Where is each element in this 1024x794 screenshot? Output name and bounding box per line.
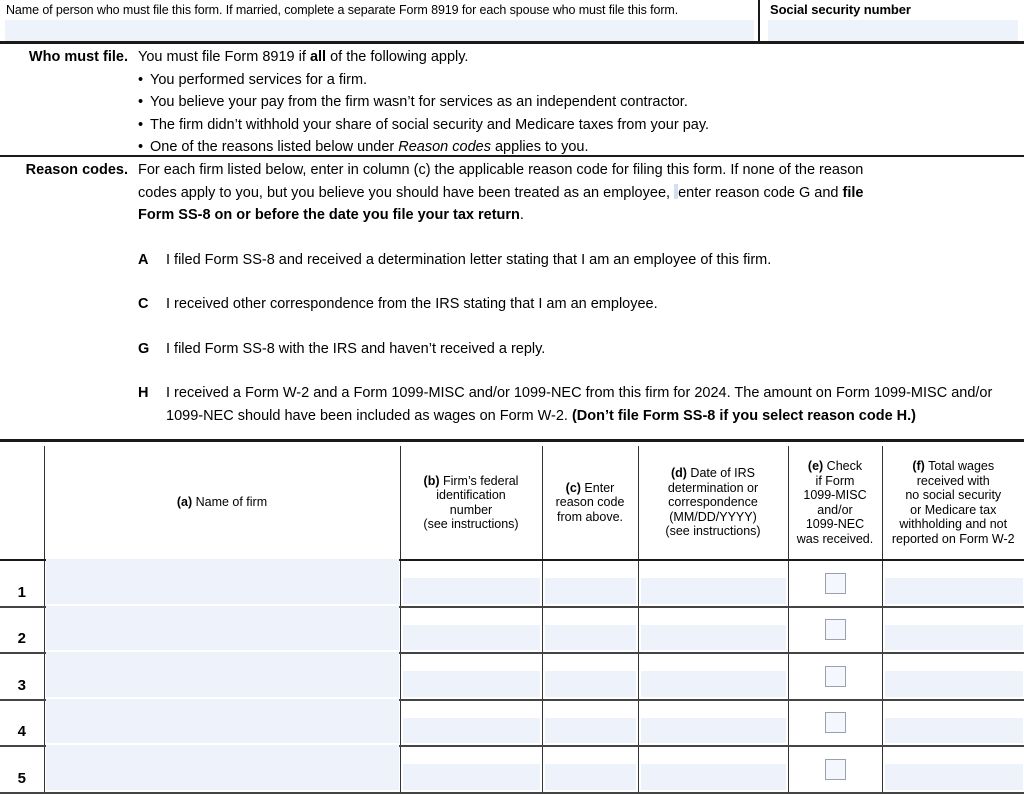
header-col-f-tag: (f) [912, 459, 925, 473]
table-row [0, 607, 1024, 654]
row-4-a-input[interactable] [46, 699, 399, 744]
row-5-c-input[interactable] [545, 764, 636, 790]
header-col-e-tag: (e) [807, 459, 824, 473]
row-5-a-input[interactable] [46, 745, 399, 790]
reason-para-file-bold: file [842, 184, 864, 201]
table-header-row [0, 446, 1024, 560]
header-col-f-line3: no social security [905, 488, 1002, 502]
cell-f [882, 607, 1024, 654]
row-5-d-input[interactable] [641, 764, 786, 790]
header-col-e-line2: if Form [815, 473, 855, 488]
header-col-a-tag: (a) [176, 495, 193, 510]
header-col-f-line1: Total wages [924, 459, 995, 473]
cell-a [44, 746, 400, 793]
header-col-f-line2: received with [916, 473, 990, 488]
who-bullet-4 [138, 136, 1024, 159]
who-bullet-4-italic: Reason codes [398, 139, 491, 155]
row-1-c-input[interactable] [545, 578, 636, 604]
firm-entry-table [0, 446, 1024, 794]
cell-d [638, 607, 788, 654]
cell-b [400, 700, 542, 747]
reason-code-item-h [138, 382, 1024, 427]
intro-pre: You must file Form 8919 if [138, 49, 310, 65]
header-col-b-line2: identification [436, 488, 506, 502]
cell-c [542, 560, 638, 607]
header-col-c [542, 446, 638, 560]
table-row [0, 653, 1024, 700]
reason-code-letter-c: C [138, 296, 149, 312]
table-row [0, 700, 1024, 747]
cell-a [44, 700, 400, 747]
row-1-d-input[interactable] [641, 578, 786, 604]
cell-e [788, 700, 882, 747]
header-col-b-line1: Firm’s federal [439, 473, 519, 488]
table-body [0, 560, 1024, 793]
row-2-a-input[interactable] [46, 606, 399, 651]
cell-f [882, 700, 1024, 747]
cell-e [788, 746, 882, 793]
name-field-cell [0, 0, 760, 41]
bullet-dot-icon: • [138, 94, 144, 110]
reason-code-item-c [138, 293, 1024, 316]
header-col-d-line2: determination or [667, 480, 759, 495]
reason-code-text-h-bold: (Don’t file Form SS-8 if you select reason code H.) [571, 407, 917, 424]
reason-codes-block [0, 159, 1024, 442]
row-1-b-input[interactable] [403, 578, 540, 604]
header-col-b-tag: (b) [423, 473, 440, 488]
reason-code-item-a [138, 249, 1024, 272]
intro-post: of the following apply. [326, 49, 469, 65]
bullet-dot-icon: • [138, 139, 144, 155]
row-3-1099-received-checkbox[interactable] [825, 666, 846, 687]
name-field-caption: Name of person who must file this form. If married, complete a separate Form 8919 for each spouse who must file this form. [6, 3, 679, 17]
cell-d [638, 653, 788, 700]
bullet-dot-icon: • [138, 71, 144, 88]
who-bullet-3-text: The firm didn’t withhold your share of social security and Medicare taxes from your pay. [150, 116, 710, 133]
who-must-file-block [0, 46, 1024, 157]
reason-code-text-h-normal: I received a Form W-2 and a Form 1099-MISC and/or 1099-NEC from this firm for 2024. The amount on Form 1099-MISC and/or 1099-NEC should have been included as wages on Form W-2. [166, 385, 993, 424]
who-must-file-body [138, 46, 1024, 155]
reason-code-list [138, 249, 1024, 428]
row-5-1099-received-checkbox[interactable] [825, 759, 846, 780]
header-row-number [0, 446, 44, 560]
who-bullet-2-text: You believe your pay from the firm wasn’t for services as an independent contractor. [150, 94, 688, 110]
cell-e [788, 607, 882, 654]
header-col-f-line6: reported on Form W-2 [891, 531, 1015, 546]
reason-code-letter-g: G [138, 340, 150, 357]
reason-para-line-2a: codes apply to you, but you believe you should have been treated as an employee, [138, 184, 675, 201]
reason-code-text-h [166, 382, 1024, 427]
intro-all: all [309, 49, 327, 65]
reason-para-line-1: For each firm listed below, enter in column (c) the applicable reason code for filing this form. If none of the reason [138, 162, 864, 178]
reason-code-text-c: I received other correspondence from the IRS stating that I am an employee. [166, 296, 658, 312]
reason-code-item-g [138, 338, 1024, 361]
identification-band [0, 0, 1024, 44]
header-col-a [44, 446, 400, 560]
header-col-d-tag: (d) [670, 466, 687, 481]
who-bullet-3 [138, 114, 1024, 137]
reason-code-text-a: I filed Form SS-8 and received a determination letter stating that I am an employee of this firm. [166, 251, 772, 268]
header-col-c-tag: (c) [565, 480, 581, 495]
name-input[interactable] [5, 20, 754, 41]
who-must-file-label: Who must file. [28, 49, 128, 65]
reason-codes-paragraph [138, 159, 1024, 227]
checkbox-wrapper [789, 608, 882, 653]
cell-b [400, 653, 542, 700]
header-col-e-line5: 1099-NEC [805, 517, 865, 531]
ssn-field-caption: Social security number [770, 2, 911, 17]
row-4-c-input[interactable] [545, 718, 636, 744]
reason-para-period: . [519, 207, 524, 223]
cell-b [400, 607, 542, 654]
who-bullet-1-text: You performed services for a firm. [150, 71, 368, 88]
cell-e [788, 560, 882, 607]
header-col-e-line1: Check [823, 459, 863, 473]
header-col-e-line6: was received. [796, 531, 874, 546]
who-bullet-2 [138, 91, 1024, 114]
row-3-d-input[interactable] [641, 671, 786, 697]
reason-code-letter-h: H [138, 385, 149, 401]
cell-b [400, 560, 542, 607]
header-col-a-rest: Name of firm [192, 495, 268, 510]
reason-para-line-2b: enter reason code G and [678, 184, 843, 201]
header-col-b-line4: (see instructions) [423, 517, 519, 531]
ssn-field-cell [760, 0, 1024, 41]
reason-codes-label: Reason codes. [25, 162, 128, 178]
header-col-f [882, 446, 1024, 560]
row-1-1099-received-checkbox[interactable] [825, 573, 846, 594]
row-3-b-input[interactable] [403, 671, 540, 697]
header-col-d-line5: (see instructions) [665, 524, 761, 539]
cell-c [542, 607, 638, 654]
cell-a [44, 653, 400, 700]
cell-f [882, 746, 1024, 793]
reason-codes-body [138, 159, 1024, 439]
header-col-e-line3: 1099-MISC [803, 488, 867, 502]
row-2-1099-received-checkbox[interactable] [825, 619, 846, 640]
header-col-d-line4: (MM/DD/YYYY) [669, 509, 757, 524]
checkbox-wrapper [789, 701, 882, 746]
cell-c [542, 746, 638, 793]
row-3-a-input[interactable] [46, 652, 399, 697]
row-5-f-input[interactable] [885, 764, 1024, 790]
row-4-f-input[interactable] [885, 718, 1024, 744]
checkbox-wrapper [789, 561, 882, 606]
row-number: 5 [0, 746, 44, 793]
cell-b [400, 746, 542, 793]
cell-f [882, 560, 1024, 607]
row-number: 3 [0, 653, 44, 700]
row-number: 1 [0, 560, 44, 607]
cell-f [882, 653, 1024, 700]
header-col-c-line3: from above. [556, 509, 623, 524]
cell-d [638, 700, 788, 747]
header-col-e [788, 446, 882, 560]
header-col-f-line4: or Medicare tax [910, 502, 997, 517]
row-5-b-input[interactable] [403, 764, 540, 790]
reason-para-line-2 [138, 182, 1024, 205]
cell-a [44, 560, 400, 607]
table-row [0, 746, 1024, 793]
row-1-a-input[interactable] [46, 559, 399, 604]
reason-code-text-g: I filed Form SS-8 with the IRS and haven’t received a reply. [166, 340, 546, 357]
bullet-dot-icon: • [138, 116, 144, 133]
row-1-f-input[interactable] [885, 578, 1024, 604]
row-2-d-input[interactable] [641, 625, 786, 651]
cell-a [44, 607, 400, 654]
cell-d [638, 746, 788, 793]
row-number: 2 [0, 607, 44, 654]
header-col-d [638, 446, 788, 560]
header-col-f-line5: withholding and not [899, 517, 1008, 531]
header-col-d-line3: correspondence [668, 495, 758, 510]
who-bullet-1 [138, 69, 1024, 92]
cell-d [638, 560, 788, 607]
header-col-c-line2: reason code [555, 495, 625, 510]
header-col-b [400, 446, 542, 560]
header-col-b-line3: number [449, 502, 493, 517]
row-4-b-input[interactable] [403, 718, 540, 744]
row-2-f-input[interactable] [885, 625, 1024, 651]
reason-para-line-3 [138, 204, 1024, 227]
header-col-e-line4: and/or [817, 502, 853, 517]
cell-c [542, 653, 638, 700]
row-2-b-input[interactable] [403, 625, 540, 651]
header-col-c-line1: Enter [580, 480, 615, 495]
row-4-d-input[interactable] [641, 718, 786, 744]
row-number: 4 [0, 700, 44, 747]
row-4-1099-received-checkbox[interactable] [825, 712, 846, 733]
who-bullet-4-pre: One of the reasons listed below under [150, 139, 399, 155]
ssn-input[interactable] [768, 20, 1018, 41]
who-must-file-intro [138, 46, 1024, 69]
row-3-f-input[interactable] [885, 671, 1024, 697]
checkbox-wrapper [789, 747, 882, 792]
header-col-d-line1: Date of IRS [686, 466, 756, 481]
checkbox-wrapper [789, 654, 882, 699]
cell-c [542, 700, 638, 747]
reason-para-ss8-bold: Form SS-8 on or before the date you file your tax return [138, 207, 520, 223]
row-3-c-input[interactable] [545, 671, 636, 697]
table-row [0, 560, 1024, 607]
who-bullet-4-post: applies to you. [490, 139, 589, 155]
cell-e [788, 653, 882, 700]
row-2-c-input[interactable] [545, 625, 636, 651]
reason-code-letter-a: A [138, 251, 149, 268]
